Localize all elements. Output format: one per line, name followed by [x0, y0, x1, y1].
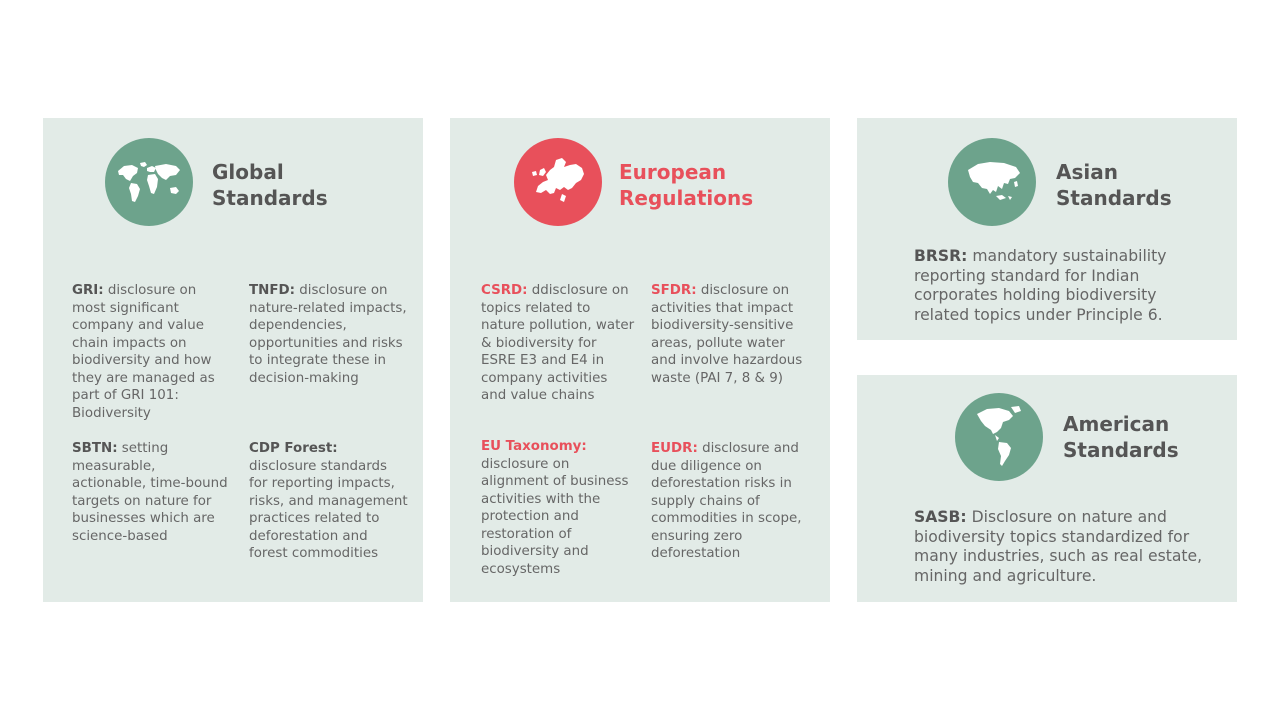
- item-brsr: BRSR: mandatory sustainability reporting standard for Indian corporates holding biodiversity related topics under Principle 6.: [914, 247, 1167, 324]
- panel-title: Global Standards: [212, 160, 328, 210]
- item-cdp-forest: CDP Forest: disclosure standards for reporting impacts, risks, and management practices related to deforestation and forest commodities: [249, 441, 408, 561]
- world-map-icon: [105, 138, 193, 226]
- item-eu-taxonomy: EU Taxonomy: disclosure on alignment of business activities with the protection and restoration of biodiversity and ecosystems: [481, 439, 629, 577]
- europe-map-icon: [514, 138, 602, 226]
- panel-title: American Standards: [1063, 412, 1179, 462]
- panel-title: Asian Standards: [1056, 160, 1172, 210]
- item-eudr: EUDR: disclosure and due diligence on deforestation risks in supply chains of commodities in scope, ensuring zero deforestation: [651, 441, 802, 561]
- item-sasb: SASB: Disclosure on nature and biodiversity topics standardized for many industries, such as real estate, mining and agriculture.: [914, 508, 1203, 585]
- americas-map-icon: [955, 393, 1043, 481]
- global-standards-panel: [43, 118, 423, 602]
- item-sfdr: SFDR: disclosure on activities that impact biodiversity-sensitive areas, pollute water and involve hazardous waste (PAI 7, 8 & 9): [651, 283, 803, 386]
- item-tnfd: TNFD: disclosure on nature-related impacts, dependencies, opportunities and risks to integrate these in decision-making: [249, 283, 407, 386]
- european-regulations-panel: [450, 118, 830, 602]
- panel-title: European Regulations: [619, 160, 754, 210]
- asian-standards-panel: [857, 118, 1237, 340]
- american-standards-panel: [857, 375, 1237, 602]
- asia-map-icon: [948, 138, 1036, 226]
- item-gri: GRI: disclosure on most significant company and value chain impacts on biodiversity and how they are managed as part of GRI 101: Biodiversity: [72, 283, 215, 421]
- item-csrd: CSRD: ddisclosure on topics related to nature pollution, water & biodiversity for ESRE E3 and E4 in company activities and value chains: [481, 283, 635, 403]
- item-sbtn: SBTN: setting measurable, actionable, time-bound targets on nature for businesses which are science-based: [72, 441, 228, 544]
